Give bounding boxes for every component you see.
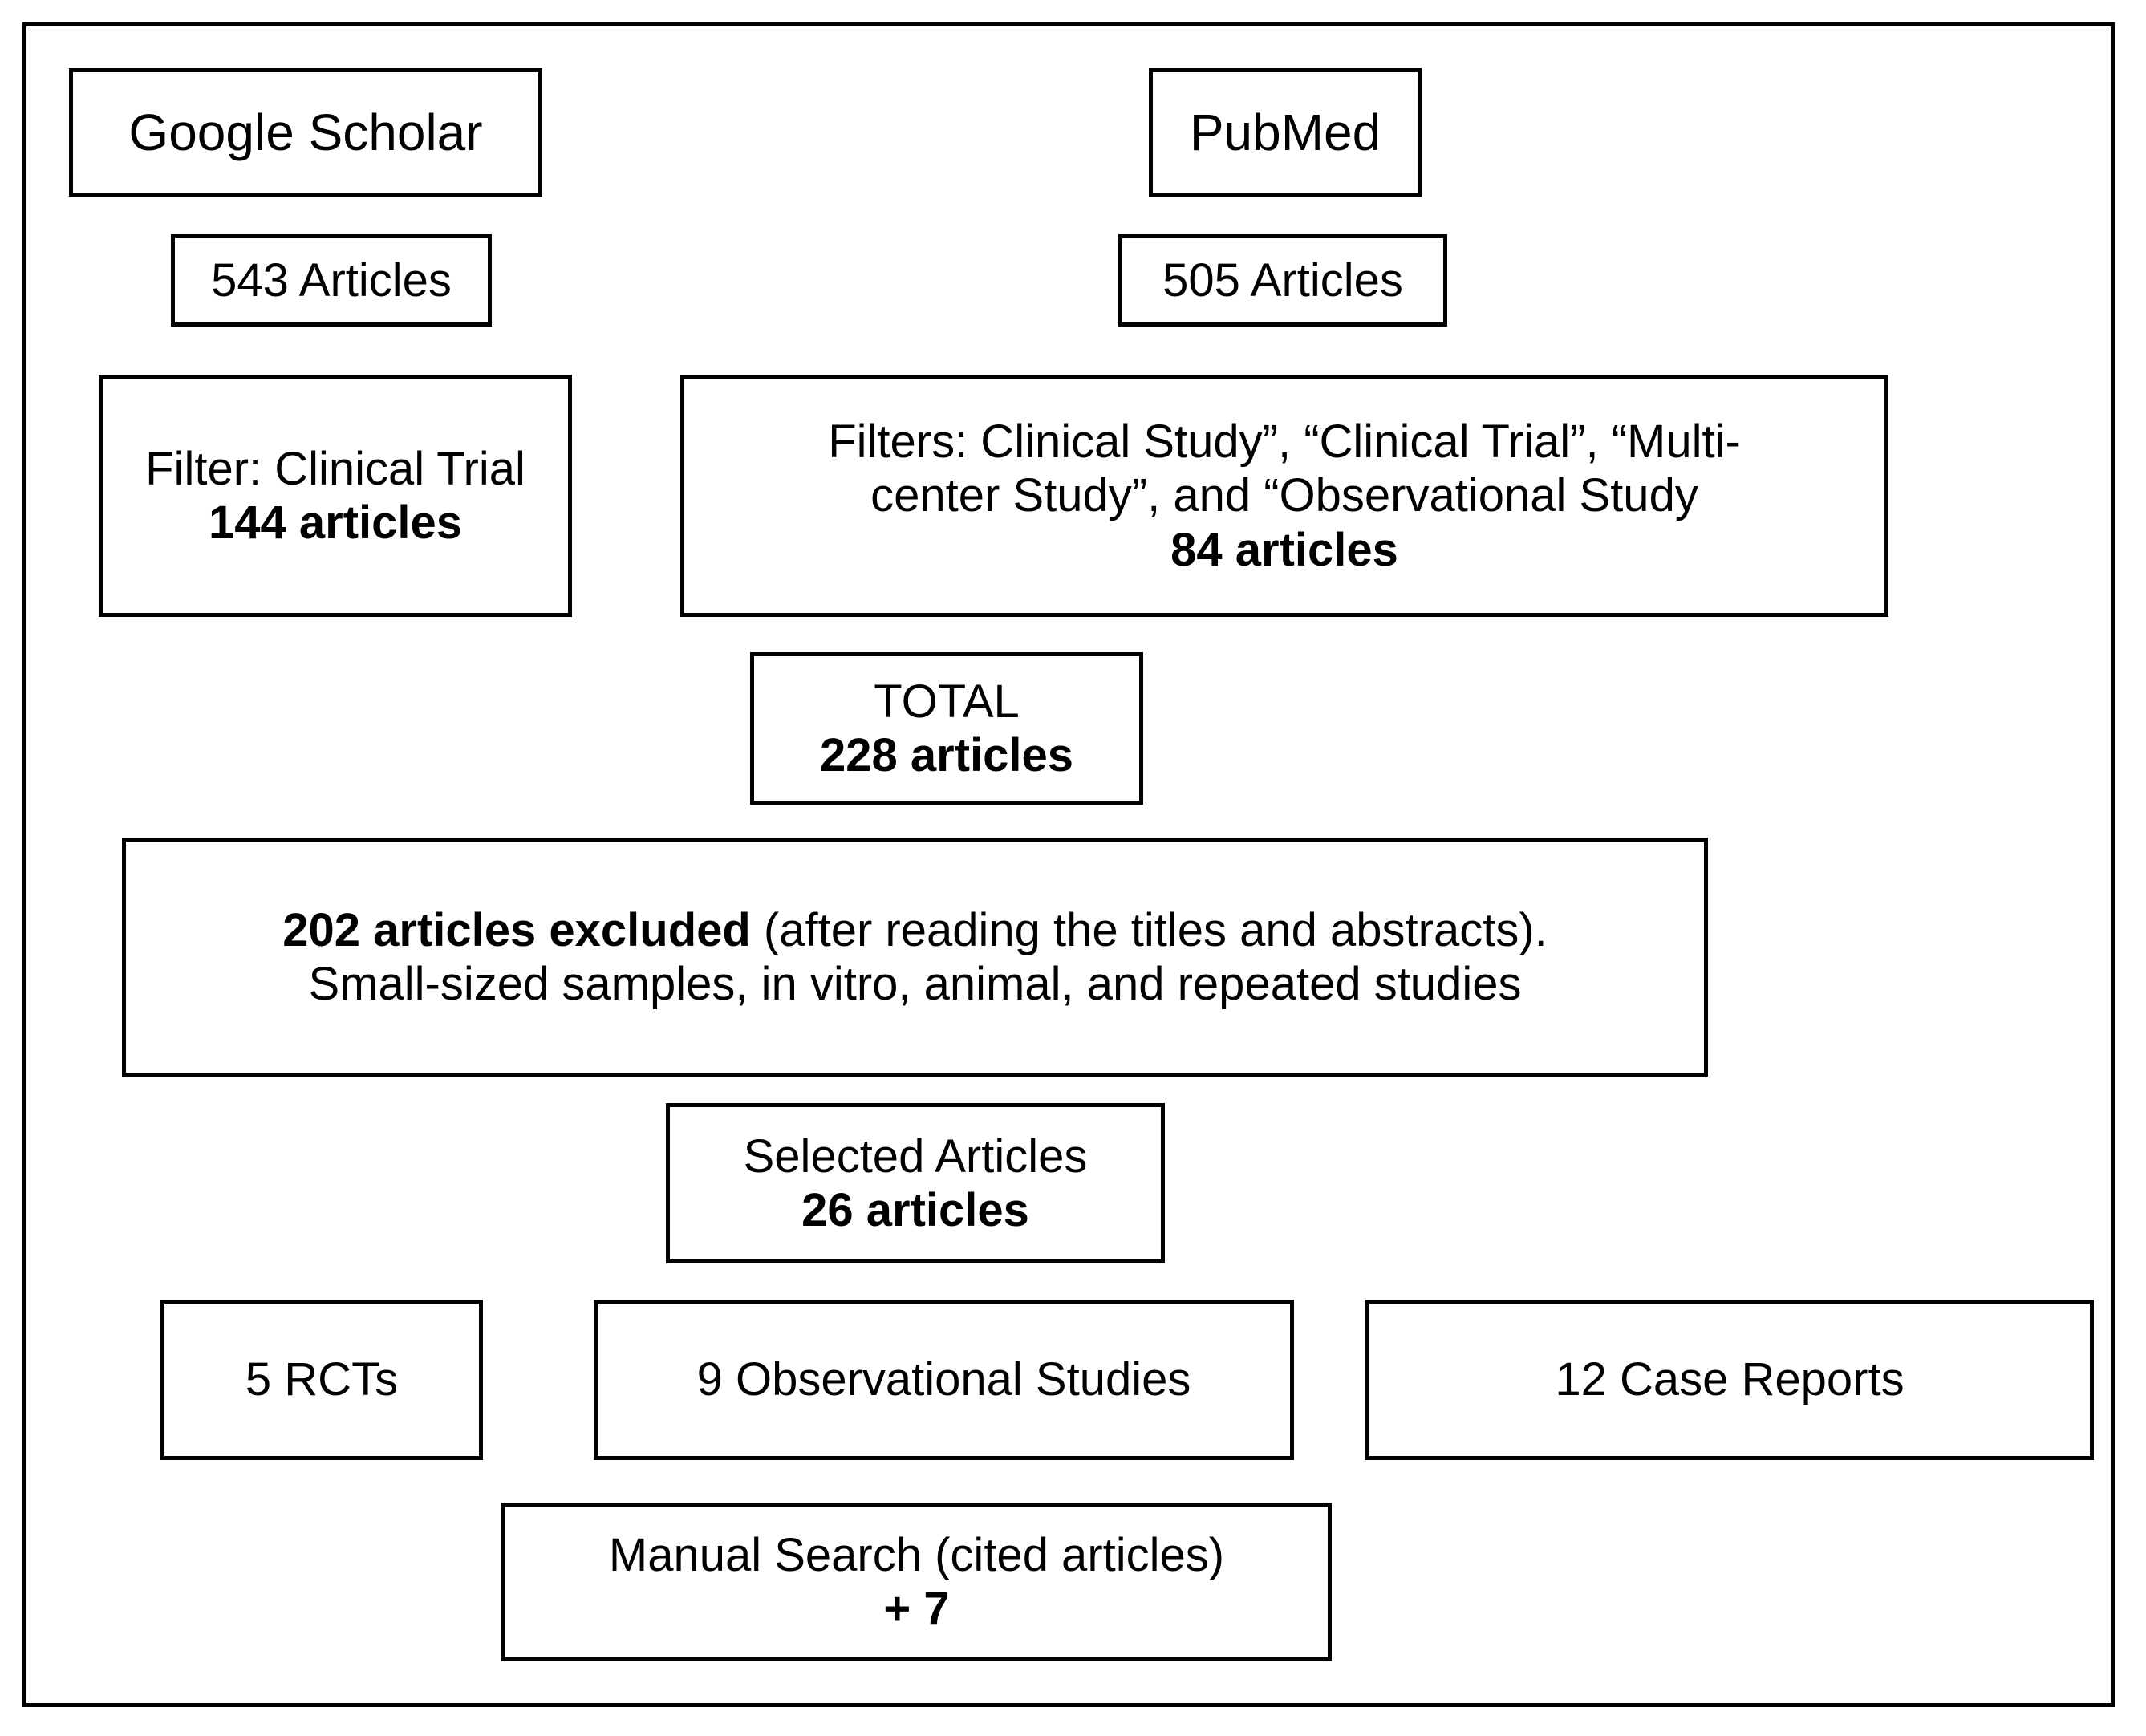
node-google-scholar-count <box>171 234 492 327</box>
pm-filter-criteria-line1: Filters: Clinical Study”, “Clinical Trial”, “Multi- <box>828 416 1741 468</box>
node-total <box>750 652 1143 805</box>
pm-filter-criteria-line2: center Study”, and “Observational Study <box>870 469 1698 522</box>
pubmed-count-label: 505 Articles <box>1162 254 1403 306</box>
node-pubmed-filter <box>680 375 1888 617</box>
node-case-reports <box>1365 1300 2094 1460</box>
excluded-count: 202 articles excluded <box>282 903 751 956</box>
node-rcts <box>160 1300 483 1460</box>
gs-filter-count: 144 articles <box>208 497 463 549</box>
node-excluded <box>122 838 1708 1077</box>
google-scholar-count-label: 543 Articles <box>211 254 452 306</box>
total-label: TOTAL <box>874 675 1020 728</box>
node-google-scholar-filter <box>99 375 572 617</box>
node-google-scholar <box>69 68 542 197</box>
excluded-primary-line <box>126 903 1704 957</box>
node-observational-studies <box>594 1300 1294 1460</box>
node-selected-articles <box>666 1103 1165 1263</box>
node-pubmed-count <box>1118 234 1447 327</box>
gs-filter-criteria: Filter: Clinical Trial <box>145 442 525 495</box>
pubmed-label: PubMed <box>1189 103 1381 161</box>
rcts-label: 5 RCTs <box>245 1353 399 1406</box>
excluded-detail: Small-sized samples, in vitro, animal, and repeated studies <box>308 958 1522 1010</box>
google-scholar-label: Google Scholar <box>128 103 483 161</box>
case-reports-label: 12 Case Reports <box>1555 1353 1905 1406</box>
node-manual-search <box>501 1503 1332 1661</box>
observational-label: 9 Observational Studies <box>696 1353 1191 1406</box>
selected-label: Selected Articles <box>743 1130 1088 1182</box>
node-pubmed <box>1149 68 1422 197</box>
manual-search-count: + 7 <box>883 1583 950 1635</box>
manual-search-label: Manual Search (cited articles) <box>608 1528 1225 1581</box>
excluded-reason: (after reading the titles and abstracts). <box>750 903 1548 956</box>
pm-filter-count: 84 articles <box>1170 523 1398 576</box>
selected-count: 26 articles <box>801 1184 1029 1236</box>
total-count: 228 articles <box>819 729 1074 781</box>
